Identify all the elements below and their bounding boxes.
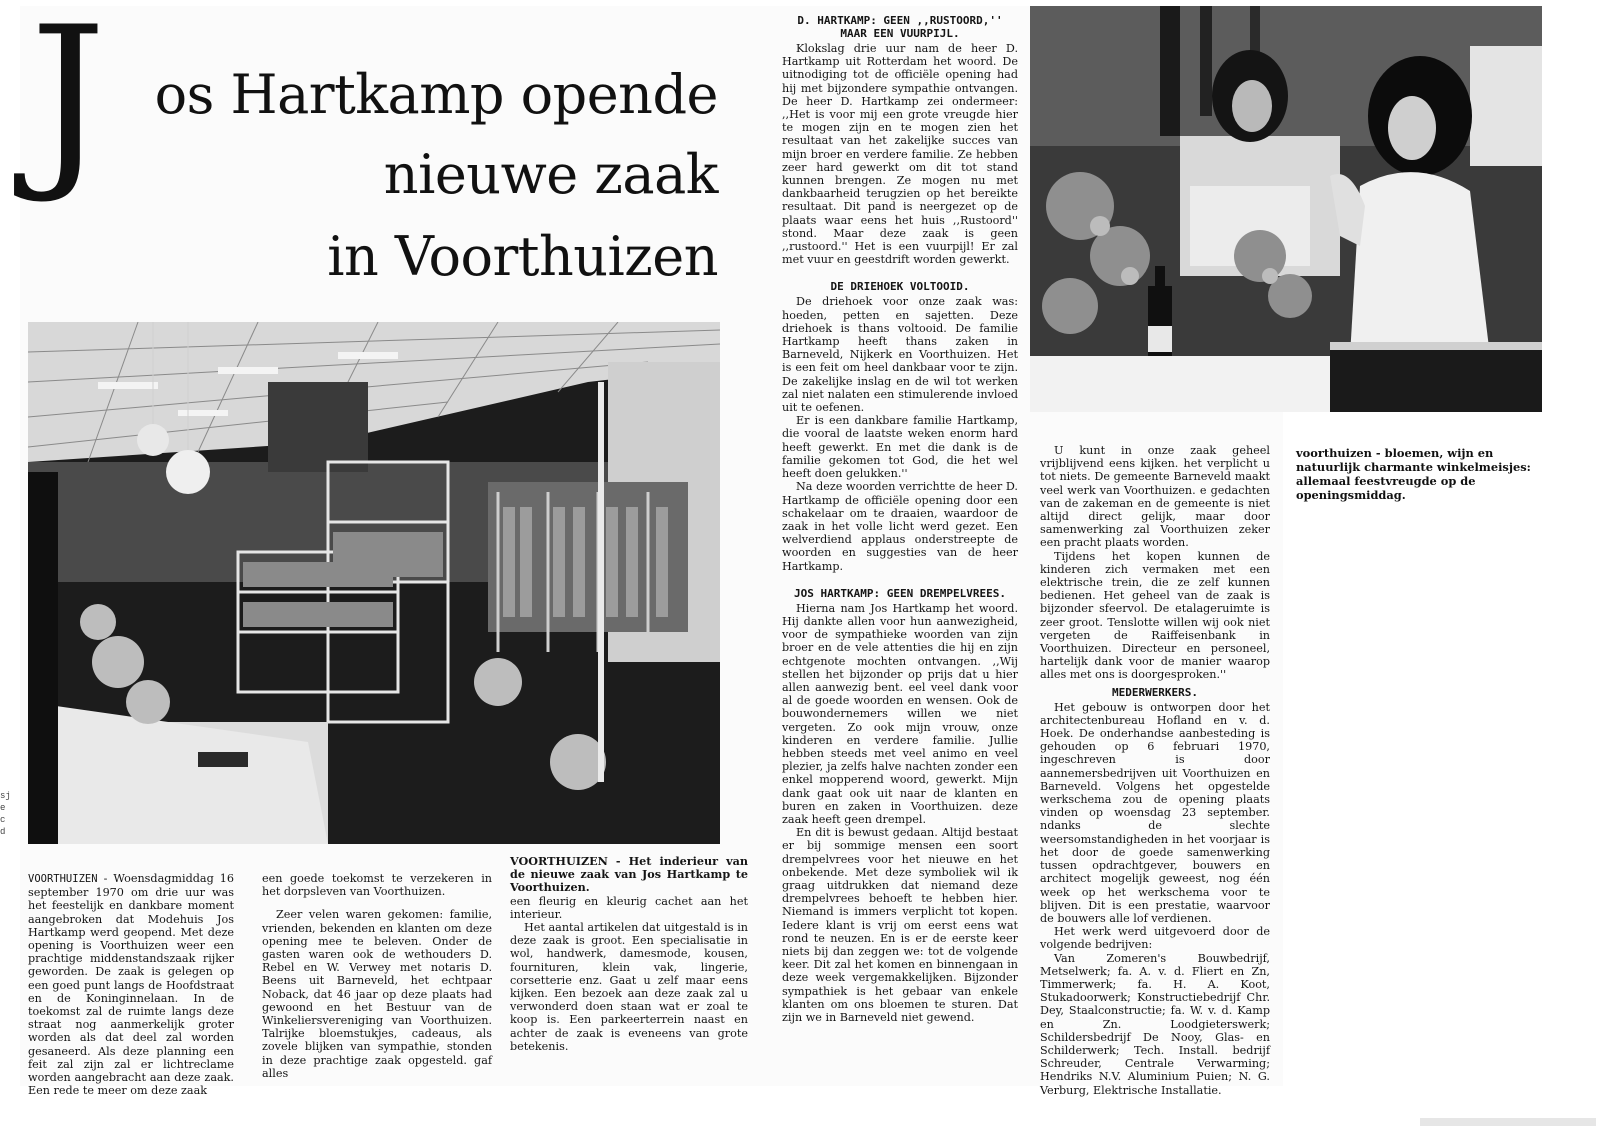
paragraph: Na deze woorden verrichtte de heer D. Hartkamp de officiële opening door een schakelaar om te draaien, waardoor de zaak in het volle licht werd gezet. Een welverdiend applaus onderstreepte de woorden en suggesties van de heer Hartkamp. bbox=[782, 480, 1018, 573]
subheading: DE DRIEHOEK VOLTOOID. bbox=[830, 280, 970, 294]
subheading: JOS HARTKAMP: GEEN DREMPELVREES. bbox=[794, 586, 1006, 600]
paragraph: Het gebouw is ontworpen door het architectenbureau Hofland en v. d. Hoek. De onderhandse aanbesteding is gehouden op 6 februari 1970, ingeschreven is door aannemersbedrijven uit Voorthuizen en Barneveld. Volgens het opgestelde werkschema zou de opening plaats vinden op woensdag 23 september. ndanks de slechte weersomstandigheden in het voorjaar is het door de goede samenwerking tussen opdrachtgever, bouwers en architect mogelijk geweest, nog één week op het werkschema voor te blijven. Dit is een prestatie, waarvoor de bouwers alle lof verdienen. bbox=[1040, 700, 1270, 925]
headline-line-3: in Voorthuizen bbox=[327, 225, 718, 288]
paragraph: Er is een dankbare familie Hartkamp, die vooral de laatste weken enorm hard heeft gewerkt. En met die dank is de familie gekomen tot God, die het wel heeft doen gelukken.'' bbox=[782, 414, 1018, 481]
article-headline bbox=[28, 0, 718, 308]
paragraph: Tijdens het kopen kunnen de kinderen zich vermaken met een elektrische trein, die ze zelf kunnen bedienen. Het geheel van de zaak is bijzonder sfeervol. De etalageruimte is zeer groot. Tenslotte willen wij ook niet vergeten de Raiffeisenbank in Voorthuizen. Directeur en personeel, hartelijk dank voor de manier waarop alles met ons is doorgesproken.'' bbox=[1040, 549, 1270, 682]
paragraph: Hierna nam Jos Hartkamp het woord. Hij dankte allen voor hun aanwezigheid, voor de sympathieke woorden van zijn broer en de vele attenties die hij en zijn echtgenote mochten ontvangen. ,,Wij stellen het bijzonder op prijs dat u hier allen aanwezig bent. eel veel dank voor al de goede woorden en wensen. Ook de bouwondernemers willen we niet vergeten. Zo ook mijn vrouw, onze kinderen en verdere familie. Jullie hebben steeds met veel animo en veel plezier, ja zelfs halve nachten zonder een enkel mopperend woord, gewerkt. Mijn dank gaat ook uit naar de klanten en buren en zaken in Voorthuizen. deze zaak heeft geen drempel. bbox=[782, 601, 1018, 826]
paragraph: De driehoek voor onze zaak was: hoeden, petten en sajetten. Deze driehoek is thans voltooid. De familie Hartkamp heeft thans zaken in Barneveld, Nijkerk en Voorthuizen. Het is een feit om heel dankbaar voor te zijn. De zakelijke inslag en de wil tot werken zal niet nalaten een stimulerende invloed uit te oefenen. bbox=[782, 295, 1018, 415]
flowers-photo-caption: voorthuizen - bloemen, wijn en natuurlijk charmante winkelmeisjes: allemaal feestvreugde op de openingsmiddag. bbox=[1296, 446, 1531, 502]
dateline: VOORTHUIZEN bbox=[28, 873, 98, 885]
opening-flowers-photo bbox=[1030, 6, 1542, 412]
article-column-5 bbox=[1040, 444, 1270, 1097]
paragraph: een fleurig en kleurig cachet aan het interieur. bbox=[510, 894, 748, 921]
article-column-3 bbox=[510, 855, 748, 1053]
paragraph: Zeer velen waren gekomen: familie, vrienden, bekenden en klanten om deze opening mee te beleven. Onder de gasten waren ook de wethouders D. Rebel en W. Verwey met notaris D. Beens uit Barneveld, het echtpaar Noback, dat 46 jaar op deze plaats had gewoond en het Bestuur van de Winkeliersvereniging van Voorthuizen. Talrijke bloemstukjes, cadeaus, als zovele blijken van sympathie, stonden in deze prachtige zaak opgesteld. gaf alles bbox=[262, 908, 492, 1080]
paragraph: Van Zomeren's Bouwbedrijf, Metselwerk; fa. A. v. d. Fliert en Zn, Timmerwerk; fa. H. A. Koot, Stukadoorwerk; Konstructiebedrijf Chr. Dey, Staalconstructie; fa. W. v. d. Kamp en Zn. Loodgieterswerk; Schildersbedrijf De Nooy, Glas- en Schilderwerk; Tech. Install. bedrijf Schreuder, Centrale Verwarming; Hendriks N.V. Aluminium Puien; N. G. Verburg, Elektrische Installatie. bbox=[1040, 951, 1270, 1097]
article-column-4 bbox=[782, 14, 1018, 1024]
paragraph: Het werk werd uitgevoerd door de volgende bedrijven: bbox=[1040, 925, 1270, 952]
article-column-2 bbox=[262, 872, 492, 1080]
paragraph: U kunt in onze zaak geheel vrijblijvend eens kijken. het verplicht u tot niets. De gemeente Barneveld maakt veel werk van Voorthuizen. e gedachten van de zakeman en de gemeente is niet altijd direct gelijk, maar door samenwerking zal Voorthuizen zeker een pracht plaats worden. bbox=[1040, 444, 1270, 550]
interior-photo-caption: VOORTHUIZEN - Het inderieur van de nieuwe zaak van Jos Hartkamp te Voorthuizen. bbox=[510, 854, 748, 895]
fragment-text: c bbox=[0, 815, 6, 825]
paragraph: Het aantal artikelen dat uitgestald is in deze zaak is groot. Een specialisatie in wol, handwerk, damesmode, kousen, fournituren, klein vak, lingerie, corsetterie enz. Gaat u zelf maar eens kijken. Een bezoek aan deze zaak zal u verwonderd doen staan wat er zoal te koop is. Een parkeerterrein naast en achter de zaak is eveneens van grote betekenis. bbox=[510, 921, 748, 1053]
lead-paragraph bbox=[28, 872, 234, 1097]
fragment-text: d bbox=[0, 827, 6, 837]
scan-edge bbox=[1420, 1118, 1596, 1126]
headline-line-1: os Hartkamp opende bbox=[154, 63, 718, 126]
subheading: MEDERWERKERS. bbox=[1111, 685, 1199, 699]
paragraph: een goede toekomst te verzekeren in het dorpsleven van Voorthuizen. bbox=[262, 872, 492, 899]
paragraph: En dit is bewust gedaan. Altijd bestaat er bij sommige mensen een soort drempelvrees voor het nieuwe en het onbekende. Met deze symboliek wil ik graag uitdrukken dat niemand deze drempelvrees behoeft te hebben hier. Niemand is immers verplicht tot kopen. Iedere klant is vrij om eerst eens wat rond te neuzen. En is er de eerste keer niets bij dan zeggen we: tot de volgende keer. Dit zal het komen en binnengaan in deze week vergemakkelijken. Bijzonder sympathiek is het gebaar van enkele klanten om ons bloemen te sturen. Dat zijn we in Barneveld niet gewend. bbox=[782, 826, 1018, 1025]
adjacent-column-fragment bbox=[0, 790, 10, 838]
headline-initial: J bbox=[30, 0, 107, 207]
fragment-text: e bbox=[0, 803, 6, 813]
lead-text: - Woensdagmiddag 16 september 1970 om drie uur was het feestelijk en dankbare moment aangebroken dat Modehuis Jos Hartkamp werd geopend. Met deze opening is Voorthuizen weer een prachtige middenstandszaak rijker geworden. De zaak is gelegen op een goed punt langs de Hoofdstraat en de Koninginnelaan. In de toekomst zal de ruimte langs deze straat nog aanmerkelijk groter worden als dat deel zal worden gesaneerd. Als deze planning een feit zal zijn zal er lichtreclame worden aangebracht aan deze zaak. Een rede te meer om deze zaak bbox=[28, 872, 234, 1098]
headline-line-2: nieuwe zaak bbox=[383, 143, 718, 206]
article-column-1 bbox=[28, 872, 234, 1097]
shop-interior-photo bbox=[28, 322, 720, 844]
fragment-text: sj bbox=[0, 791, 11, 801]
subheading: D. HARTKAMP: GEEN ,,RUSTOORD,'' MAAR EEN VUURPIJL. bbox=[797, 14, 1003, 40]
paragraph: Klokslag drie uur nam de heer D. Hartkamp uit Rotterdam het woord. De uitnodiging tot de officiële opening had hij met bijzondere sympathie ontvangen. De heer D. Hartkamp zei ondermeer: ,,Het is voor mij een grote vreugde hier te mogen zijn en te mogen zien het resultaat van het zakelijke succes van mijn broer en verdere familie. Ze hebben zeer hard gewerkt om dit tot stand kunnen brengen. Ze mogen nu met dankbaarheid terugzien op het bereikte resultaat. Dit pand is neergezet op de plaats waar eens het huis ,,Rustoord'' stond. Maar deze zaak is geen ,,rustoord.'' Het is een vuurpijl! Er zal met vuur en geestdrift worden gewerkt. bbox=[782, 42, 1018, 267]
